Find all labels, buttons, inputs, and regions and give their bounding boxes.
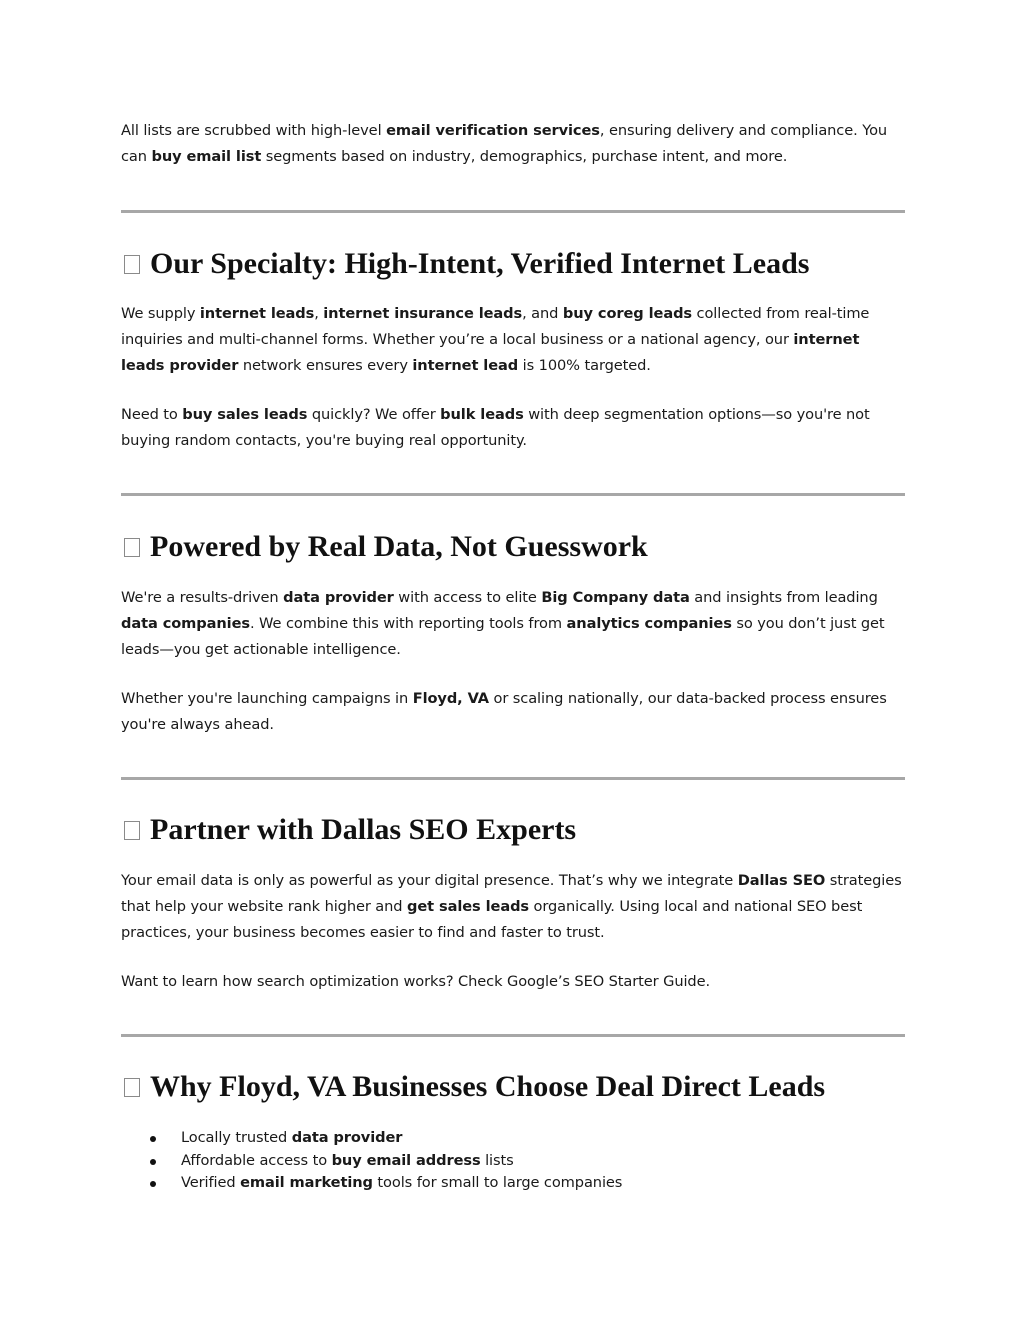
bold-term: email verification services [386,122,600,139]
section-heading-text: Our Specialty: High-Intent, Verified Internet Leads [150,247,810,280]
text-run: , and [522,305,563,322]
text-run: lists [480,1151,514,1169]
bold-term: internet leads provider [121,331,860,374]
text-run: organically. Using local and national SEO best practices, your business becomes easier to find and faster to trust. [121,898,863,941]
section-paragraph [121,585,905,663]
section-heading [121,246,905,282]
section-heading-text: Partner with Dallas SEO Experts [150,813,577,846]
text-run: tools for small to large companies [372,1174,623,1191]
text-run: network ensures every [238,357,413,374]
bold-term: internet insurance leads [323,305,523,322]
text-run: . We combine this with reporting tools from [249,615,567,632]
bold-term: data provider [291,1129,403,1146]
text-run: , ensuring delivery and compliance. You can [121,122,888,165]
section-divider [121,777,905,780]
text-run: so you don’t just get leads—you get actionable intelligence. [121,615,885,658]
bullet-list [121,1127,905,1195]
text-run: or scaling nationally, our data-backed process ensures you're always ahead. [121,690,887,733]
section-heading [121,812,905,848]
bullet-icon [150,1181,156,1187]
section-heading [121,529,905,565]
bold-term: data provider [283,589,394,606]
text-run: Locally trusted [181,1129,292,1146]
text-run: Want to learn how search optimization works? Check Google’s SEO Starter Guide. [121,973,711,990]
box-icon [124,821,140,840]
section-paragraph [121,868,905,946]
section-heading-text: Powered by Real Data, Not Guesswork [150,530,648,563]
text-run: Affordable access to [181,1151,332,1169]
bold-term: analytics companies [566,615,732,632]
text-run: Your email data is only as powerful as your digital presence. That’s why we integrate [121,872,738,889]
text-run: with deep segmentation options—so you're not buying random contacts, you're buying real opportunity. [121,406,870,449]
bold-term: buy sales leads [182,406,308,423]
text-run: All lists are scrubbed with high-level [121,122,387,139]
section-heading-text: Why Floyd, VA Businesses Choose Deal Direct Leads [150,1070,826,1103]
text-run: Verified [181,1174,241,1191]
text-run: , [314,305,324,322]
bullet-icon [150,1136,156,1142]
bold-term: Big Company data [541,589,690,606]
section-divider [121,210,905,213]
text-run: We're a results-driven [121,589,284,606]
text-run: collected from real-time inquiries and multi-channel forms. Whether you’re a local business or a national agency, our [121,305,870,348]
bold-term: email marketing [240,1174,373,1191]
list-item [121,1127,905,1150]
section-divider [121,493,905,496]
section-paragraph [121,969,905,995]
bold-term: internet leads [199,305,315,322]
text-run: Whether you're launching campaigns in [121,690,413,707]
section-paragraph [121,301,905,379]
text-run: is 100% targeted. [518,357,651,374]
intro-paragraph [121,118,905,170]
bold-term: Dallas SEO [737,872,826,889]
section-divider [121,1034,905,1037]
section-paragraph [121,402,905,454]
text-run: with access to elite [393,589,542,606]
text-run: We supply [121,305,200,322]
box-icon [124,538,140,557]
text-run: strategies that help your website rank higher and [121,872,902,915]
bold-term: data companies [121,615,250,632]
bold-term: buy email list [151,148,262,165]
bold-term: get sales leads [407,898,529,915]
bold-term: buy email address [331,1151,481,1169]
text-run: quickly? We offer [307,406,441,423]
bold-term: internet lead [412,357,519,374]
box-icon [124,255,140,274]
list-item [121,1150,905,1173]
list-item [121,1172,905,1195]
bold-term: bulk leads [440,406,524,423]
text-run: and insights from leading [689,589,878,606]
bullet-icon [150,1159,156,1165]
bold-term: Floyd, VA [412,690,489,707]
box-icon [124,1078,140,1097]
section-paragraph [121,686,905,738]
text-run: Need to [121,406,183,423]
text-run: segments based on industry, demographics, purchase intent, and more. [261,148,788,165]
bold-term: buy coreg leads [562,305,693,322]
section-heading [121,1069,905,1105]
